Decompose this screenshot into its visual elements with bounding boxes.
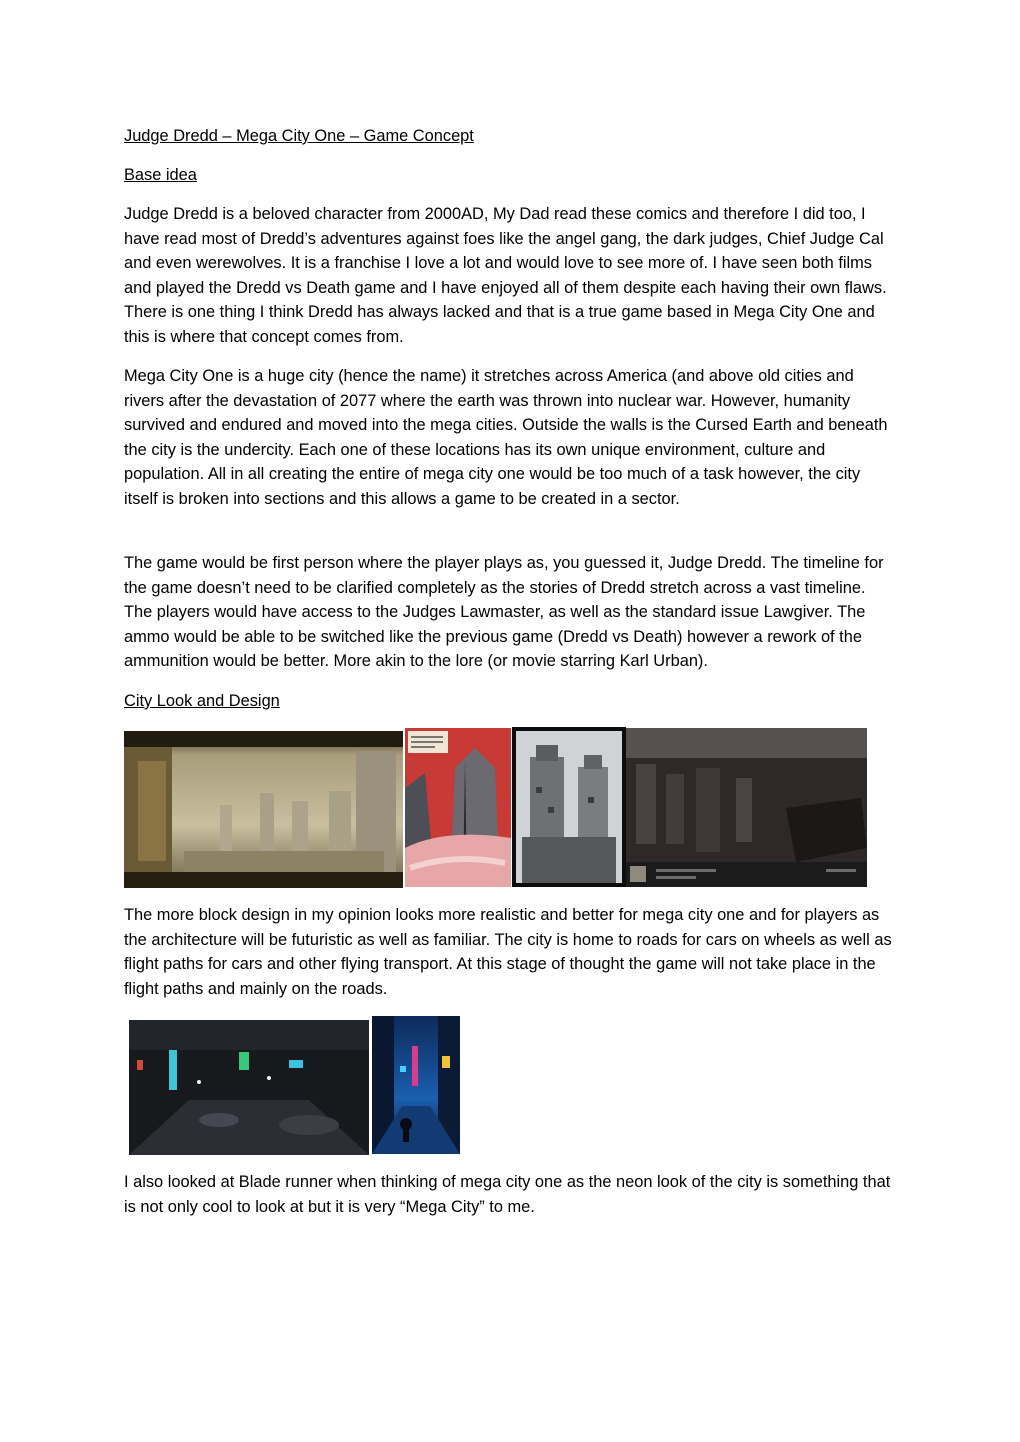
neon-alley-rain-image <box>372 1016 460 1154</box>
paragraph-block-design: The more block design in my opinion looks more realistic and better for mega city one and for players as the architecture will be futuristic as well as familiar. The city is home to roads for cars on wheels as well as flight paths for cars and other flying transport. At this stage of thought the game will not take place in the flight paths and mainly on the roads. <box>124 906 892 998</box>
section-heading-city-look: City Look and Design <box>124 692 280 710</box>
paragraph-mega-city: Mega City One is a huge city (hence the name) it stretches across America (and above old cities and rivers after the devastation of 2077 where the earth was thrown into nuclear war. However, humanity survived and endured and moved into the mega cities. Outside the walls is the Cursed Earth and beneath the city is the undercity. Each one of these locations has its own unique environment, culture and population. All in all creating the entire of mega city one would be too much of a task however, the city itself is broken into sections and this allows a game to be created in a sector. <box>124 367 888 508</box>
paragraph-blade-runner: I also looked at Blade runner when thinking of mega city one as the neon look of the city is something that is not only cool to look at but it is very “Mega City” to me. <box>124 1173 891 1216</box>
dark-city-render-image <box>626 728 867 887</box>
paragraph-gameplay: The game would be first person where the player plays as, you guessed it, Judge Dredd. The timeline for the game doesn’t need to be clarified completely as the stories of Dredd stretch across a vast timeline. The players would have access to the Judges Lawmaster, as well as the standard issue Lawgiver. The ammo would be able to be switched like the previous game (Dredd vs Death) however a rework of the ammunition would be better. More akin to the lore (or movie starring Karl Urban). <box>124 554 884 671</box>
paragraph-intro: Judge Dredd is a beloved character from 2000AD, My Dad read these comics and therefore I did too, I have read most of Dredd’s adventures against foes like the angel gang, the dark judges, Chief Judge Cal and even werewolves. It is a franchise I love a lot and would love to see more of. I have seen both films and played the Dredd vs Death game and I have enjoyed all of them despite each having their own flaws. There is one thing I think Dredd has always lacked and that is a true game based in Mega City One and this is where that concept comes from. <box>124 205 887 346</box>
comic-city-panel-image <box>405 728 511 887</box>
section-heading-base-idea: Base idea <box>124 166 197 184</box>
comic-towers-image <box>512 727 626 887</box>
hazy-city-skyline-image <box>124 731 403 888</box>
neon-street-night-image <box>129 1020 369 1155</box>
document-title: Judge Dredd – Mega City One – Game Concept <box>124 127 474 145</box>
